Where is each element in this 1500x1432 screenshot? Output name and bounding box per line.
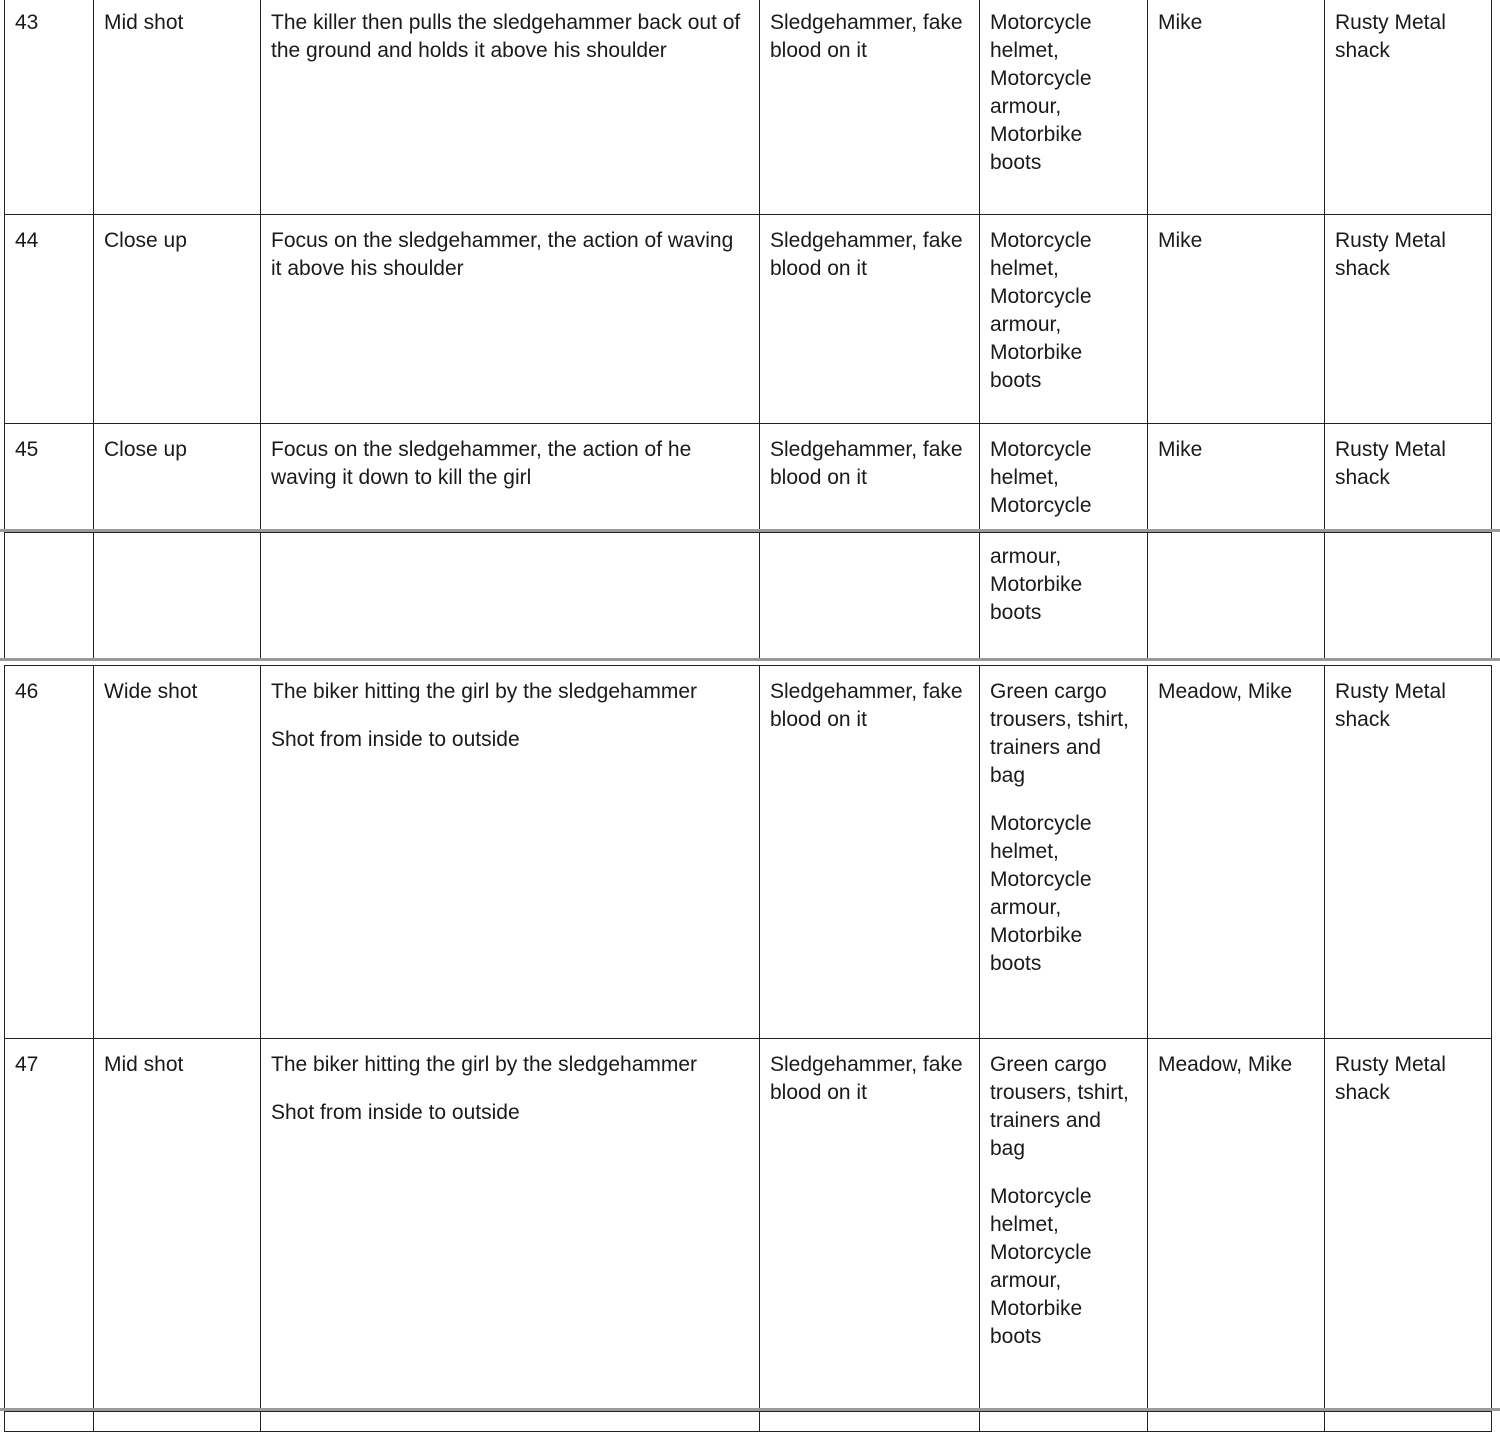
table-segment-2 [4,532,1491,658]
costume-text: Motorcycle helmet, Motorcycle armour, Motorbike boots [990,229,1092,392]
table-row [5,666,1492,1039]
shot-number: 46 [5,666,94,1039]
description-text: The biker hitting the girl by the sledgehammer [271,1053,698,1076]
shot-type: Mid shot [94,0,261,215]
description-text: Focus on the sledgehammer, the action of he waving it down to kill the girl [271,438,692,489]
actors: Meadow, Mike [1148,1039,1325,1409]
shot-description [261,215,760,424]
location: Rusty Metal shack [1325,666,1492,1039]
shot-type: Mid shot [94,1039,261,1409]
empty-cell [760,1412,980,1432]
props: Sledgehammer, fake blood on it [760,424,980,531]
description-text: The biker hitting the girl by the sledgehammer [271,680,698,703]
empty-cell [261,1412,760,1432]
shot-description [261,666,760,1039]
actors: Mike [1148,215,1325,424]
empty-cell [1148,533,1325,659]
table-row [5,424,1492,531]
table-segment-1 [4,0,1491,530]
shot-type: Close up [94,424,261,531]
empty-cell [261,533,760,659]
page-break [0,658,1500,661]
shot-number: 44 [5,215,94,424]
costume [980,215,1148,424]
table-row [5,533,1492,659]
description-text: Shot from inside to outside [271,728,520,751]
shot-type: Wide shot [94,666,261,1039]
location: Rusty Metal shack [1325,424,1492,531]
actors: Meadow, Mike [1148,666,1325,1039]
empty-cell [1325,1412,1492,1432]
costume [980,1039,1148,1409]
table-row [5,215,1492,424]
location: Rusty Metal shack [1325,215,1492,424]
table-row [5,1412,1492,1432]
props: Sledgehammer, fake blood on it [760,1039,980,1409]
location: Rusty Metal shack [1325,1039,1492,1409]
costume-text: Green cargo trousers, tshirt, trainers and bag [990,680,1129,787]
table-segment-3 [4,665,1491,1408]
empty-cell [980,1412,1148,1432]
empty-cell [760,533,980,659]
shot-type: Close up [94,215,261,424]
empty-cell [5,1412,94,1432]
shot-number: 45 [5,424,94,531]
shot-number: 43 [5,0,94,215]
shot-number: 47 [5,1039,94,1409]
description-text: Shot from inside to outside [271,1101,520,1124]
costume [980,0,1148,215]
costume-text: Motorcycle helmet, Motorcycle armour, Motorbike boots [990,11,1092,174]
table-row [5,1039,1492,1409]
shot-list-table-next [4,1411,1492,1432]
shot-list-table-continued [4,532,1492,659]
shot-description [261,1039,760,1409]
location: Rusty Metal shack [1325,0,1492,215]
costume: armour, Motorbike boots [980,533,1148,659]
actors: Mike [1148,0,1325,215]
empty-cell [5,533,94,659]
shot-description [261,0,760,215]
props: Sledgehammer, fake blood on it [760,666,980,1039]
description-text: The killer then pulls the sledgehammer back out of the ground and holds it above his shoulder [271,11,741,62]
shot-list-table [4,0,1492,531]
empty-cell [1325,533,1492,659]
table-segment-4 [4,1411,1491,1431]
description-text: Focus on the sledgehammer, the action of waving it above his shoulder [271,229,734,280]
costume: Motorcycle helmet, Motorcycle [980,424,1148,531]
empty-cell [94,533,261,659]
shot-list-table-continued [4,665,1492,1409]
costume-text: Green cargo trousers, tshirt, trainers and bag [990,1053,1129,1160]
props: Sledgehammer, fake blood on it [760,215,980,424]
costume-text: Motorcycle helmet, Motorcycle armour, Motorbike boots [990,1185,1092,1348]
costume-text: Motorcycle helmet, Motorcycle armour, Motorbike boots [990,812,1092,975]
props: Sledgehammer, fake blood on it [760,0,980,215]
actors: Mike [1148,424,1325,531]
costume [980,666,1148,1039]
empty-cell [1148,1412,1325,1432]
empty-cell [94,1412,261,1432]
table-row [5,0,1492,215]
shot-description [261,424,760,531]
